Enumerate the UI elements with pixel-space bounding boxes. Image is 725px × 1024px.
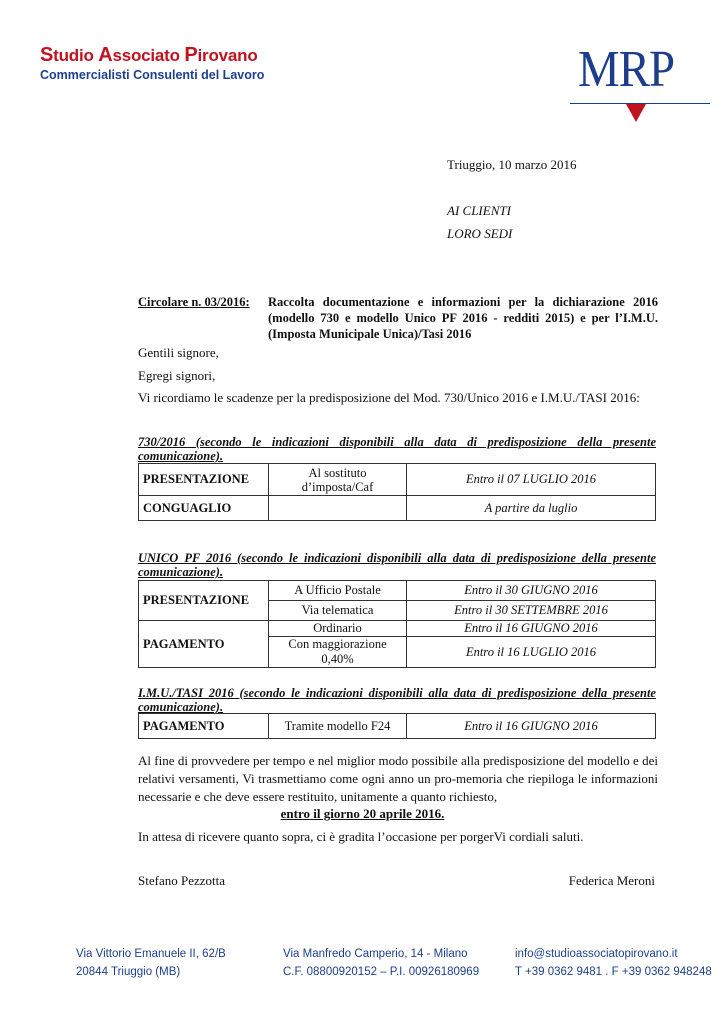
firm-subtitle: Commercialisti Consulenti del Lavoro	[40, 68, 265, 82]
cell-label: PRESENTAZIONE	[139, 581, 269, 621]
cell-deadline: Entro il 16 GIUGNO 2016	[407, 714, 656, 739]
cell-mid: Al sostituto d’imposta/Caf	[269, 464, 407, 496]
subject-block	[138, 294, 658, 342]
cell-label: CONGUAGLIO	[139, 496, 269, 521]
deadline-text: entro il giorno 20 aprile 2016.	[280, 806, 445, 821]
footer-contacts	[515, 945, 712, 981]
table-730	[138, 463, 656, 521]
cell-mid: Ordinario	[269, 621, 407, 637]
footer-address-2	[283, 945, 479, 981]
footer-line: Via Vittorio Emanuele II, 62/B	[76, 948, 226, 960]
footer-line: 20844 Triuggio (MB)	[76, 966, 181, 978]
letterhead-brand	[40, 44, 264, 82]
cell-deadline: A partire da luglio	[407, 496, 656, 521]
greeting-2: Egregi signori,	[138, 368, 216, 383]
cell-mid	[269, 496, 407, 521]
logo-triangle-icon	[626, 104, 646, 122]
section-imu-title: I.M.U./TASI 2016 (secondo le indicazioni disponibili alla data di predisposizione della presente comunicazione).	[138, 686, 656, 714]
table-row	[139, 464, 656, 496]
table-row	[139, 621, 656, 637]
cell-deadline: Entro il 30 SETTEMBRE 2016	[407, 601, 656, 621]
recipient-line-2: LORO SEDI	[447, 226, 513, 241]
greeting-1: Gentili signore,	[138, 345, 219, 360]
firm-name: Studio Associato Pirovano	[40, 44, 258, 66]
subject-label: Circolare n. 03/2016:	[138, 295, 250, 309]
table-unico	[138, 580, 656, 668]
table-row	[139, 581, 656, 601]
intro-text: Vi ricordiamo le scadenze per la predisposizione del Mod. 730/Unico 2016 e I.M.U./TASI 2016:	[138, 390, 640, 405]
cell-deadline: Entro il 16 GIUGNO 2016	[407, 621, 656, 637]
table-row	[139, 496, 656, 521]
cell-mid: A Ufficio Postale	[269, 581, 407, 601]
closing-paragraph: Al fine di provvedere per tempo e nel miglior modo possibile alla predisposizione del modello e dei relativi versamenti, Vi trasmettiamo come ogni anno un pro-memoria che riepiloga le informazioni necessarie e che deve essere restituito, unitamente a quanto richiesto,	[138, 753, 658, 804]
section-730-title: 730/2016 (secondo le indicazioni disponibili alla data di predisposizione della presente comunicazione).	[138, 435, 656, 463]
section-unico-title: UNICO PF 2016 (secondo le indicazioni disponibili alla data di predisposizione della presente comunicazione).	[138, 551, 656, 579]
cell-label: PRESENTAZIONE	[139, 464, 269, 496]
table-row	[139, 714, 656, 739]
regards-text: In attesa di ricevere quanto sopra, ci è gradita l’occasione per porgerVi cordiali saluti.	[138, 829, 584, 844]
mrp-logo	[570, 41, 710, 124]
recipient-line-1: AI CLIENTI	[447, 203, 511, 218]
footer-line: Via Manfredo Camperio, 14 - Milano	[283, 948, 468, 960]
cell-deadline: Entro il 30 GIUGNO 2016	[407, 581, 656, 601]
signer-right: Federica Meroni	[568, 873, 655, 888]
footer-phone: T +39 0362 9481 . F +39 0362 948248	[515, 966, 712, 978]
footer-line: C.F. 08800920152 – P.I. 00926180969	[283, 966, 480, 978]
footer-email[interactable]: info@studioassociatopirovano.it	[515, 948, 678, 960]
cell-deadline: Entro il 07 LUGLIO 2016	[407, 464, 656, 496]
signer-left: Stefano Pezzotta	[138, 873, 225, 888]
logo-text: MRP	[578, 41, 675, 98]
cell-deadline: Entro il 16 LUGLIO 2016	[407, 637, 656, 668]
footer-address-1	[76, 945, 226, 981]
letter-date: Triuggio, 10 marzo 2016	[447, 157, 577, 172]
cell-mid: Tramite modello F24	[269, 714, 407, 739]
cell-mid: Via telematica	[269, 601, 407, 621]
table-imu	[138, 713, 656, 739]
cell-label: PAGAMENTO	[139, 714, 269, 739]
cell-label: PAGAMENTO	[139, 621, 269, 668]
subject-text: Raccolta documentazione e informazioni per la dichiarazione 2016 (modello 730 e modello Unico PF 2016 - redditi 2015) e per l’I.M.U. (Imposta Municipale Unica)/Tasi 2016	[268, 295, 658, 341]
cell-mid: Con maggiorazione 0,40%	[269, 637, 407, 668]
